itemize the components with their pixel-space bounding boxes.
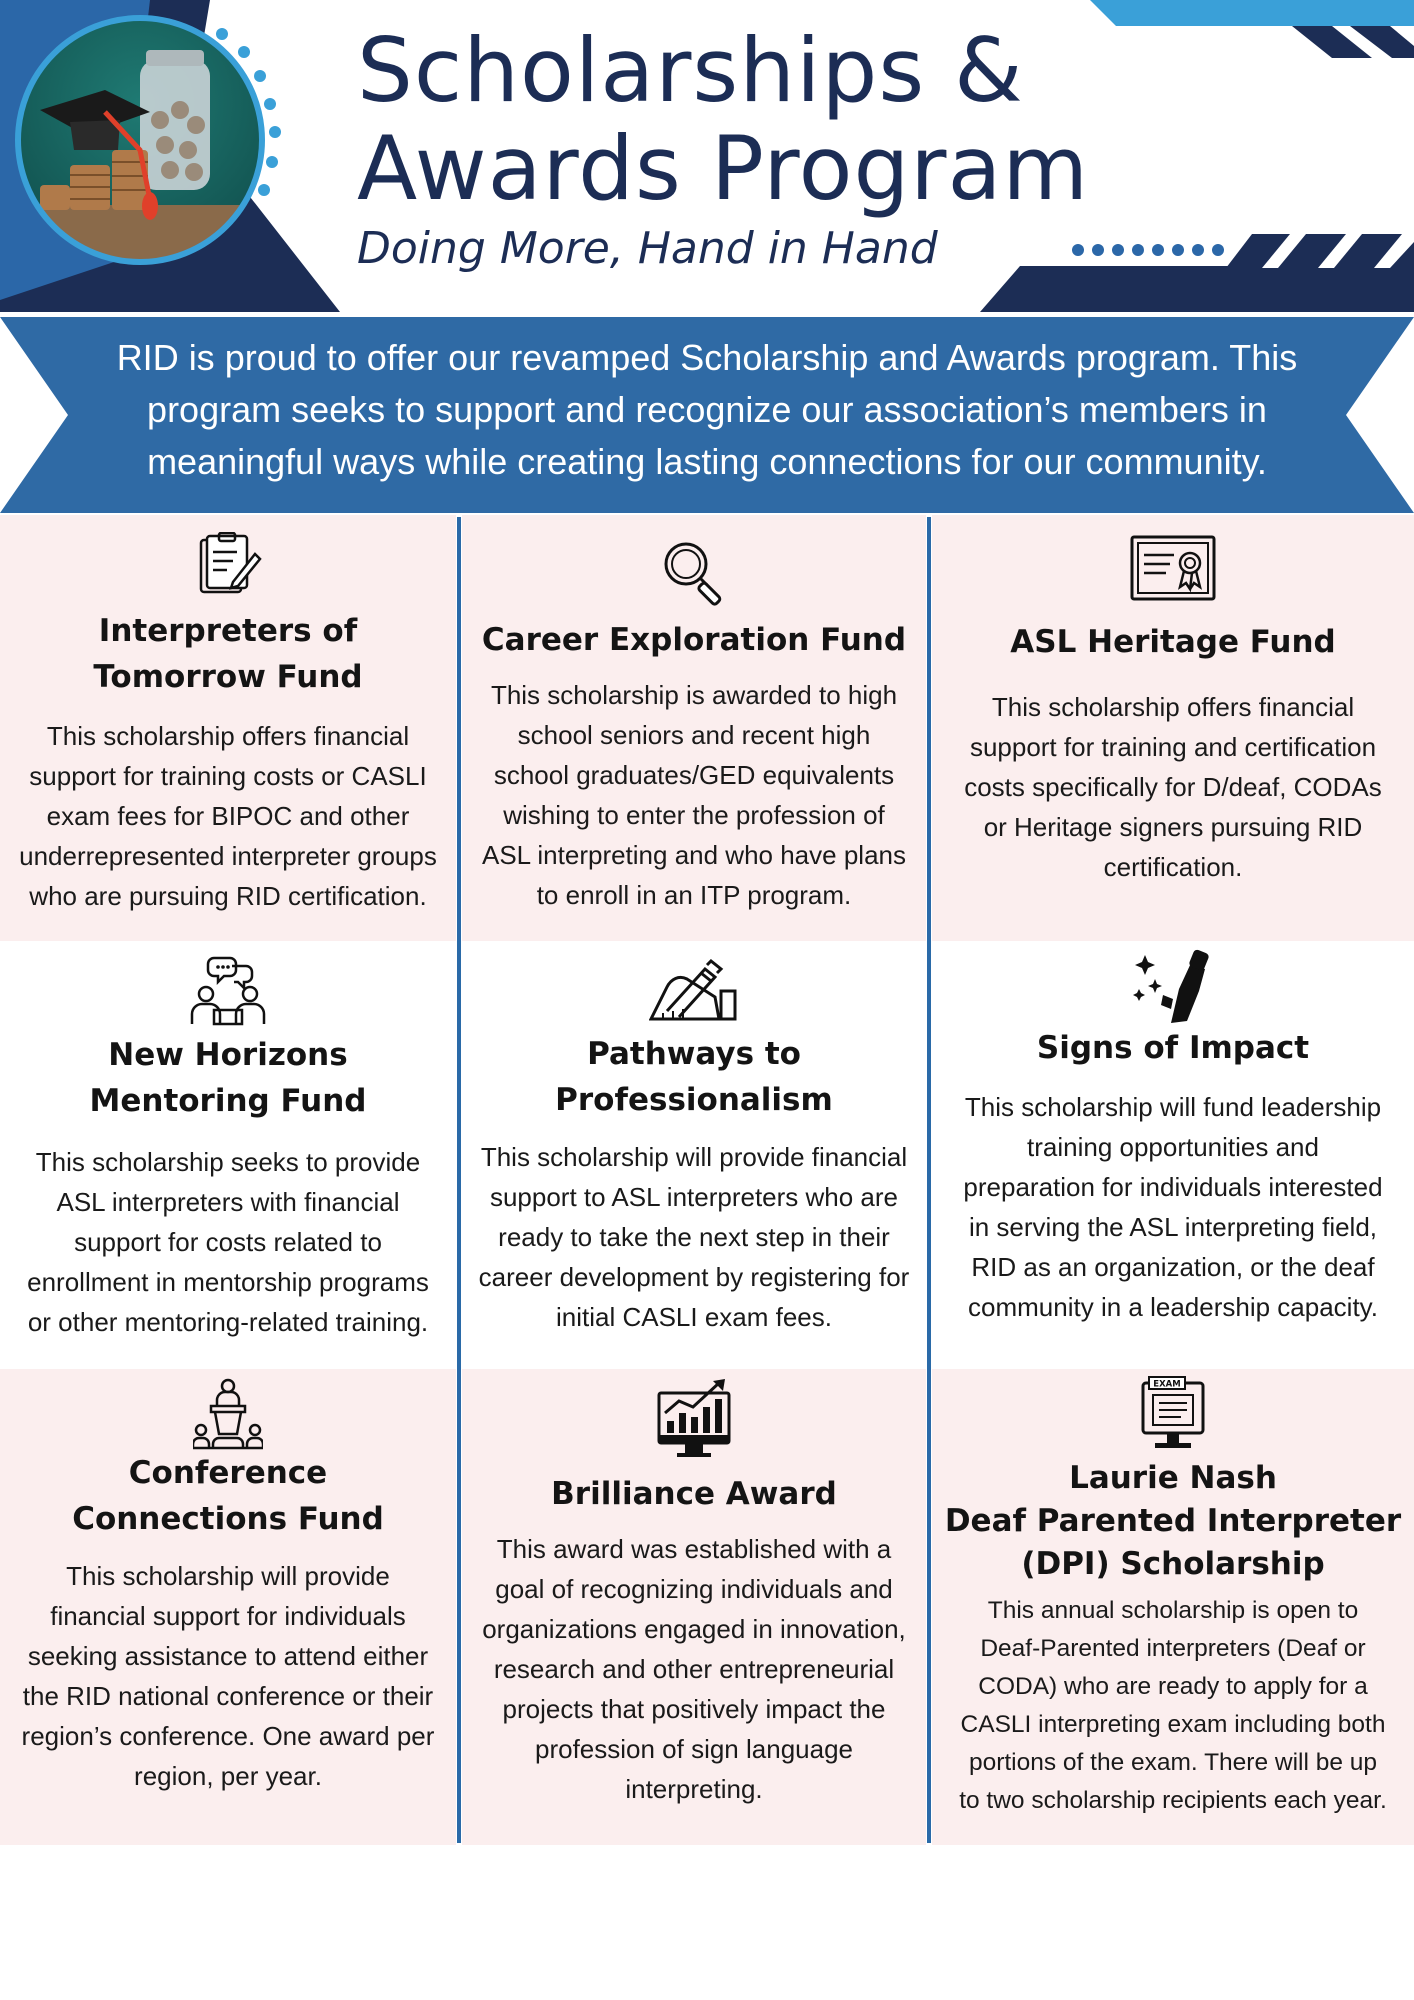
top-right-stripes bbox=[1292, 26, 1414, 58]
card-title: Interpreters of Tomorrow Fund bbox=[93, 613, 363, 695]
mentoring-people-icon bbox=[188, 956, 268, 1026]
card-new-horizons bbox=[0, 941, 456, 1369]
card-description: This scholarship offers financial support for training and certification costs specifically for D/deaf, CODAs or Heritage signers pursuing RID certification. bbox=[964, 692, 1382, 882]
card-title: ASL Heritage Fund bbox=[1010, 624, 1336, 660]
card-description: This scholarship will provide financial support for individuals seeking assistance to attend either the RID national conference or their region’s conference. One award per region, per year. bbox=[21, 1561, 435, 1791]
card-description: This annual scholarship is open to Deaf-Parented interpreters (Deaf or CODA) who are ready to apply for a CASLI interpreting exam including both portions of the exam. There will be up to two scholarship recipients each year. bbox=[959, 1597, 1387, 1814]
card-description: This award was established with a goal of recognizing individuals and organizations engaged in innovation, research and other entrepreneurial projects that positively impact the profession of sign language interpreting. bbox=[482, 1534, 906, 1804]
title-line-1: Scholarships & bbox=[357, 19, 1024, 122]
card-description: This scholarship is awarded to high school seniors and recent high school graduates/GED equivalents wishing to enter the profession of ASL interpreting and who have plans to enroll in an ITP program. bbox=[482, 680, 906, 910]
card-title: Pathways to Professionalism bbox=[555, 1036, 833, 1118]
card-conference-connections bbox=[0, 1369, 456, 1845]
page-title bbox=[357, 19, 1090, 220]
clipboard-pen-icon bbox=[193, 532, 263, 600]
card-description: This scholarship will provide financial support to ASL interpreters who are ready to take the next step in their career development by registering for initial CASLI exam fees. bbox=[478, 1142, 910, 1332]
card-title: Brilliance Award bbox=[551, 1476, 837, 1512]
card-career-exploration bbox=[462, 515, 926, 941]
exam-label: EXAM bbox=[1153, 1379, 1181, 1390]
card-pathways-to-professionalism bbox=[462, 941, 926, 1369]
tagline: Doing More, Hand in Hand bbox=[357, 223, 938, 274]
card-description: This scholarship will fund leadership training opportunities and preparation for individuals interested in serving the ASL interpreting field, RID as an organization, or the deaf community in a leadership capacity. bbox=[963, 1092, 1383, 1322]
magnifying-glass-icon bbox=[659, 537, 729, 607]
card-title: Conference Connections Fund bbox=[72, 1455, 384, 1537]
card-interpreters-of-tomorrow bbox=[0, 515, 456, 941]
growth-chart-icon bbox=[657, 1379, 731, 1459]
card-brilliance-award bbox=[462, 1369, 926, 1845]
card-asl-heritage bbox=[932, 515, 1414, 941]
card-title: New Horizons Mentoring Fund bbox=[89, 1037, 367, 1119]
card-description: This scholarship offers financial support for training costs or CASLI exam fees for BIPOC and other underrepresented interpreter groups who are pursuing RID certification. bbox=[19, 721, 437, 911]
card-laurie-nash-dpi bbox=[932, 1369, 1414, 1845]
intro-text: RID is proud to offer our revamped Scholarship and Awards program. This program seeks to support and recognize our association’s members in meaningful ways while creating lasting connections for our community. bbox=[116, 337, 1298, 482]
card-title: Laurie Nash Deaf Parented Interpreter (DPI) Scholarship bbox=[944, 1460, 1402, 1582]
conference-podium-icon bbox=[193, 1378, 263, 1450]
bottom-right-navy-bar bbox=[980, 266, 1414, 312]
card-signs-of-impact bbox=[932, 941, 1414, 1369]
fund-grid bbox=[0, 515, 1414, 1845]
certificate-icon bbox=[1130, 535, 1216, 601]
top-right-bar bbox=[1090, 0, 1414, 26]
card-title: Signs of Impact bbox=[1036, 1030, 1310, 1066]
megaphone-sparkle-icon bbox=[1133, 949, 1213, 1025]
bottom-right-dots bbox=[1072, 244, 1224, 256]
column-divider-right bbox=[927, 517, 931, 1843]
title-line-2: Awards Program bbox=[357, 117, 1090, 220]
exam-monitor-icon bbox=[1141, 1375, 1205, 1451]
card-title: Career Exploration Fund bbox=[481, 622, 907, 658]
card-description: This scholarship seeks to provide ASL interpreters with financial support for costs related to enrollment in mentorship programs or other mentoring-related training. bbox=[27, 1147, 429, 1337]
column-divider-left bbox=[457, 517, 461, 1843]
hand-signing-icon bbox=[649, 957, 739, 1023]
